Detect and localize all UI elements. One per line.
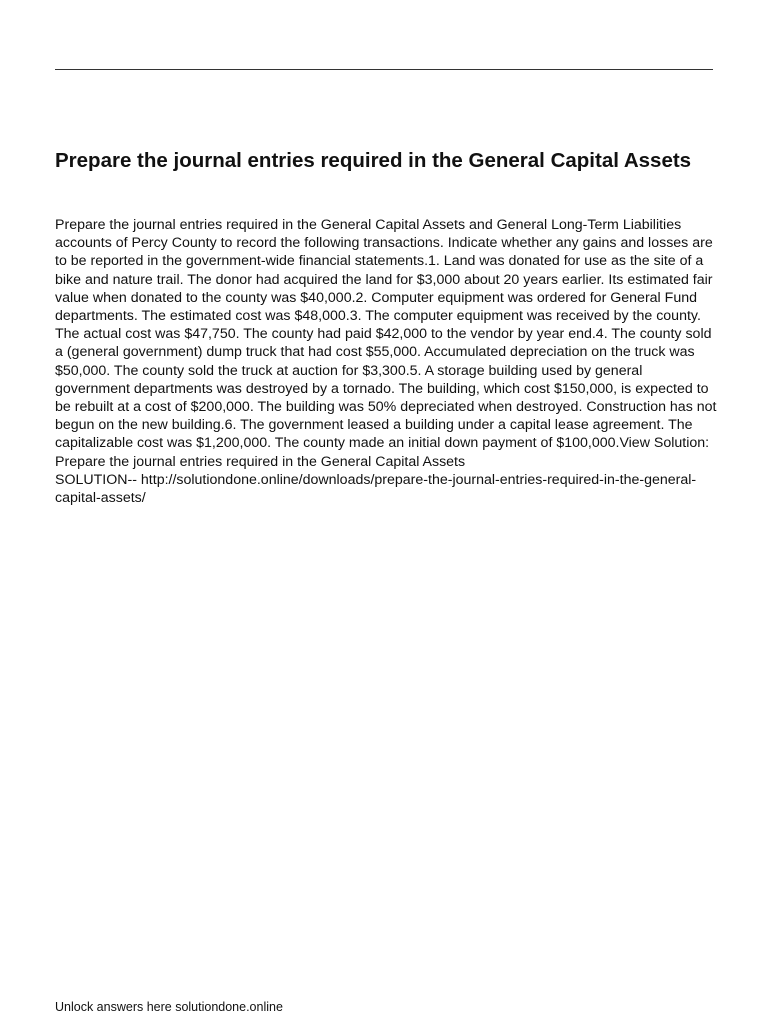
body-paragraph: Prepare the journal entries required in the General Capital Assets and General Long-Term Liabilities accounts of Percy County to record the following transactions. Indicate whether any gains and losses are to be reported in the government-wide financial statements.1. Land was donated for use as the site of a bike and nature trail. The donor had acquired the land for $3,000 about 20 years earlier. Its estimated fair value when donated to the county was $40,000.2. Computer equipment was ordered for General Fund departments. The estimated cost was $48,000.3. The computer equipment was received by the county. The actual cost was $47,750. The county had paid $42,000 to the vendor by year end.4. The county sold a (general government) dump truck that had cost $55,000. Accumulated depreciation on the truck was $50,000. The county sold the truck at auction for $3,300.5. A storage building used by general government departments was destroyed by a tornado. The building, which cost $150,000, is expected to be rebuilt at a cost of $200,000. The building was 50% depreciated when destroyed. Construction has not begun on the new building.6. The government leased a building under a capital lease agreement. The capitalizable cost was $1,200,000. The county made an initial down payment of $100,000.View Solution: Prepare the journal entries required in the General Capital Assets bbox=[55, 217, 717, 470]
document-title: Prepare the journal entries required in the General Capital Assets bbox=[55, 149, 692, 172]
footer-unlock-text: Unlock answers here solutiondone.online bbox=[55, 1000, 283, 1014]
top-divider bbox=[55, 69, 713, 70]
document-body bbox=[55, 216, 717, 507]
solution-link[interactable]: SOLUTION-- http://solutiondone.online/downloads/prepare-the-journal-entries-required-in-the-general-capital-assets/ bbox=[55, 471, 697, 507]
